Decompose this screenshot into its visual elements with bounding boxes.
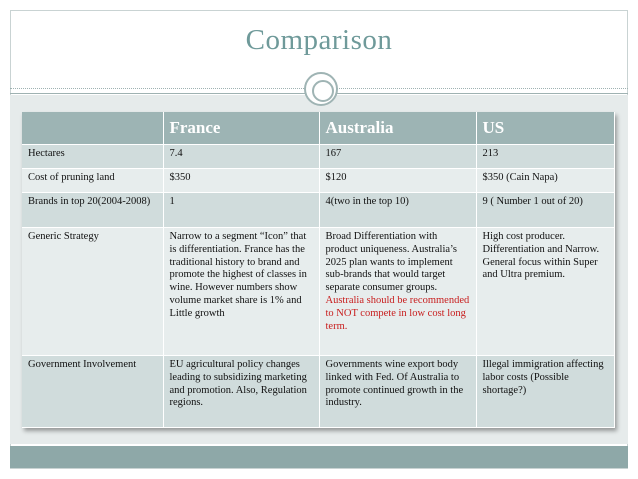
australia-recommendation-text: Australia should be recommended to NOT compete in low cost long term. [325, 294, 470, 332]
row-label: Generic Strategy [22, 228, 163, 356]
slide-title: Comparison [245, 24, 393, 56]
cell-france: EU agricultural policy changes leading to subsidizing marketing and promotion. Also, Regulation regions. [163, 356, 319, 428]
cell-australia: Governments wine export body linked with Fed. Of Australia to promote continued growth in the industry. [319, 356, 476, 428]
cell-australia [319, 228, 476, 356]
header-australia: Australia [319, 112, 476, 145]
table-row [22, 193, 614, 228]
cell-france: Narrow to a segment “Icon” that is differentiation. France has the traditional history to brand and promote the highest of classes in wine. However numbers show volume market share is 1% and Little growth [163, 228, 319, 356]
cell-france: $350 [163, 169, 319, 193]
cell-france: 7.4 [163, 145, 319, 169]
cell-france: 1 [163, 193, 319, 228]
header-blank [22, 112, 163, 145]
table-row [22, 228, 614, 356]
footer-band [10, 446, 628, 468]
row-label: Hectares [22, 145, 163, 169]
cell-us: $350 (Cain Napa) [476, 169, 614, 193]
table-row [22, 169, 614, 193]
cell-us: Illegal immigration affecting labor costs (Possible shortage?) [476, 356, 614, 428]
comparison-table [22, 112, 615, 428]
table-row [22, 145, 614, 169]
circle-ornament-icon [304, 72, 338, 106]
row-label: Cost of pruning land [22, 169, 163, 193]
cell-us: 9 ( Number 1 out of 20) [476, 193, 614, 228]
cell-australia: $120 [319, 169, 476, 193]
row-label: Brands in top 20(2004-2008) [22, 193, 163, 228]
cell-australia: 4(two in the top 10) [319, 193, 476, 228]
cell-us: 213 [476, 145, 614, 169]
cell-australia: 167 [319, 145, 476, 169]
table-header-row [22, 112, 614, 145]
australia-strategy-text: Broad Differentiation with product uniqueness. Australia’s 2025 plan wants to implement sub-brands that would target separate consumer groups. [325, 231, 458, 294]
header-france: France [163, 112, 319, 145]
header-us: US [476, 112, 614, 145]
cell-us: High cost producer. Differentiation and Narrow. General focus within Super and Ultra premium. [476, 228, 614, 356]
table-row [22, 356, 614, 428]
row-label: Government Involvement [22, 356, 163, 428]
